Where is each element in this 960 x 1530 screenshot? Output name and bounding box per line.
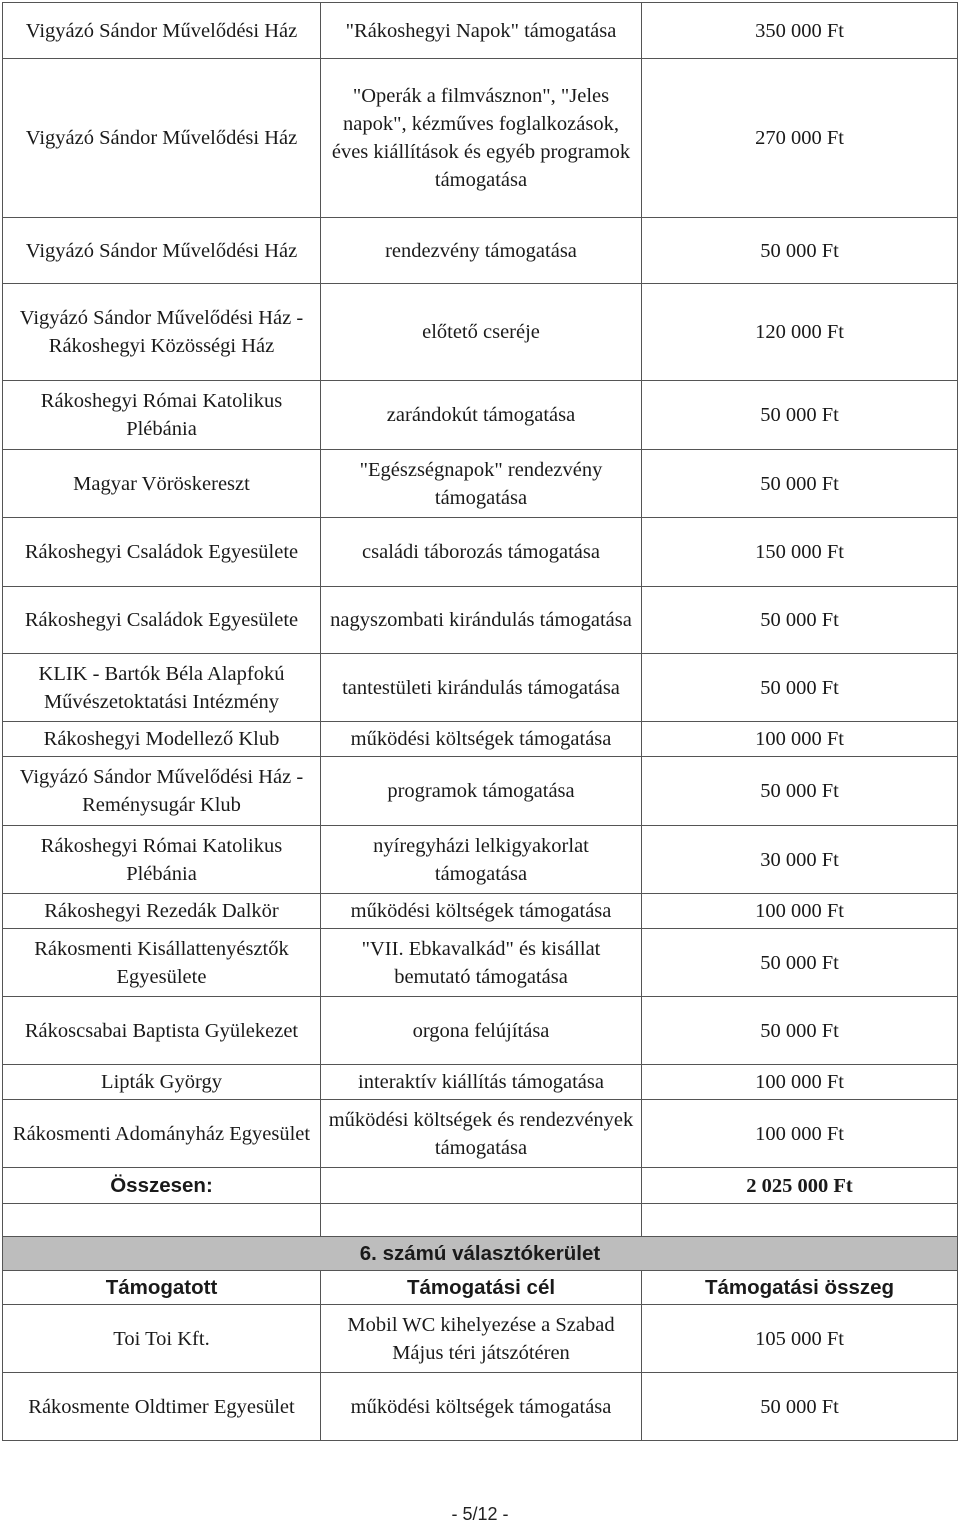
amount-cell: 30 000 Ft <box>642 826 958 894</box>
table-row <box>3 1065 958 1100</box>
purpose-cell: "Operák a filmvásznon", "Jeles napok", kézműves foglalkozások, éves kiállítások és egyéb programok támogatása <box>321 59 642 218</box>
total-label: Összesen: <box>3 1168 321 1204</box>
table-row <box>3 218 958 284</box>
header-amount: Támogatási összeg <box>642 1271 958 1305</box>
spacer-cell <box>321 1204 642 1238</box>
table-row <box>3 757 958 826</box>
purpose-cell: orgona felújítása <box>321 997 642 1065</box>
recipient-cell: Rákosmente Oldtimer Egyesület <box>3 1373 321 1441</box>
purpose-cell: működési költségek és rendezvények támogatása <box>321 1100 642 1168</box>
recipient-cell: Rákoscsabai Baptista Gyülekezet <box>3 997 321 1065</box>
table-row <box>3 929 958 997</box>
amount-cell: 50 000 Ft <box>642 450 958 518</box>
table-row <box>3 1100 958 1168</box>
table-row <box>3 3 958 59</box>
recipient-cell: KLIK - Bartók Béla Alapfokú Művészetoktatási Intézmény <box>3 654 321 722</box>
amount-cell: 50 000 Ft <box>642 1373 958 1441</box>
recipient-cell: Toi Toi Kft. <box>3 1305 321 1373</box>
district-table <box>2 1236 958 1441</box>
purpose-cell: "Rákoshegyi Napok" támogatása <box>321 3 642 59</box>
recipient-cell: Rákoshegyi Római Katolikus Plébánia <box>3 381 321 450</box>
recipient-cell: Vigyázó Sándor Művelődési Ház <box>3 59 321 218</box>
recipient-cell: Vigyázó Sándor Művelődési Ház <box>3 3 321 59</box>
amount-cell: 50 000 Ft <box>642 587 958 654</box>
purpose-cell: "Egészségnapok" rendezvény támogatása <box>321 450 642 518</box>
purpose-cell: interaktív kiállítás támogatása <box>321 1065 642 1100</box>
table-row <box>3 1373 958 1441</box>
purpose-cell: családi táborozás támogatása <box>321 518 642 587</box>
amount-cell: 150 000 Ft <box>642 518 958 587</box>
recipient-cell: Rákoshegyi Családok Egyesülete <box>3 518 321 587</box>
purpose-cell: programok támogatása <box>321 757 642 826</box>
amount-cell: 50 000 Ft <box>642 218 958 284</box>
table-row <box>3 894 958 929</box>
district-title-row <box>3 1237 958 1271</box>
header-recipient: Támogatott <box>3 1271 321 1305</box>
recipient-cell: Rákoshegyi Római Katolikus Plébánia <box>3 826 321 894</box>
amount-cell: 50 000 Ft <box>642 757 958 826</box>
table-row <box>3 654 958 722</box>
table-row <box>3 1305 958 1373</box>
amount-cell: 100 000 Ft <box>642 1065 958 1100</box>
amount-cell: 270 000 Ft <box>642 59 958 218</box>
purpose-cell: működési költségek támogatása <box>321 1373 642 1441</box>
purpose-cell: rendezvény támogatása <box>321 218 642 284</box>
recipient-cell: Lipták György <box>3 1065 321 1100</box>
recipient-cell: Rákoshegyi Rezedák Dalkör <box>3 894 321 929</box>
recipient-cell: Vigyázó Sándor Művelődési Ház <box>3 218 321 284</box>
table-row <box>3 997 958 1065</box>
amount-cell: 50 000 Ft <box>642 997 958 1065</box>
district-header-row <box>3 1271 958 1305</box>
table-row <box>3 587 958 654</box>
recipient-cell: Magyar Vöröskereszt <box>3 450 321 518</box>
amount-cell: 350 000 Ft <box>642 3 958 59</box>
total-row <box>3 1168 958 1204</box>
amount-cell: 100 000 Ft <box>642 1100 958 1168</box>
amount-cell: 120 000 Ft <box>642 284 958 381</box>
purpose-cell: működési költségek támogatása <box>321 722 642 757</box>
grants-table <box>2 2 958 1238</box>
spacer-row <box>3 1204 958 1238</box>
amount-cell: 50 000 Ft <box>642 381 958 450</box>
amount-cell: 50 000 Ft <box>642 654 958 722</box>
amount-cell: 50 000 Ft <box>642 929 958 997</box>
purpose-cell: Mobil WC kihelyezése a Szabad Május téri játszótéren <box>321 1305 642 1373</box>
total-purpose-empty <box>321 1168 642 1204</box>
purpose-cell: előtető cseréje <box>321 284 642 381</box>
table-row <box>3 722 958 757</box>
purpose-cell: működési költségek támogatása <box>321 894 642 929</box>
recipient-cell: Rákoshegyi Modellező Klub <box>3 722 321 757</box>
recipient-cell: Rákoshegyi Családok Egyesülete <box>3 587 321 654</box>
table-row <box>3 59 958 218</box>
amount-cell: 105 000 Ft <box>642 1305 958 1373</box>
purpose-cell: zarándokút támogatása <box>321 381 642 450</box>
recipient-cell: Vigyázó Sándor Művelődési Ház - Rákoshegyi Közösségi Ház <box>3 284 321 381</box>
page-number: - 5/12 - <box>451 1504 509 1524</box>
table-row <box>3 381 958 450</box>
recipient-cell: Vigyázó Sándor Művelődési Ház - Reménysugár Klub <box>3 757 321 826</box>
table-row <box>3 826 958 894</box>
table-row <box>3 518 958 587</box>
table-row <box>3 450 958 518</box>
purpose-cell: tantestületi kirándulás támogatása <box>321 654 642 722</box>
district-title: 6. számú választókerület <box>3 1237 958 1271</box>
table-row <box>3 284 958 381</box>
recipient-cell: Rákosmenti Kisállattenyésztők Egyesülete <box>3 929 321 997</box>
spacer-cell <box>3 1204 321 1238</box>
purpose-cell: nagyszombati kirándulás támogatása <box>321 587 642 654</box>
spacer-cell <box>642 1204 958 1238</box>
purpose-cell: "VII. Ebkavalkád" és kisállat bemutató támogatása <box>321 929 642 997</box>
purpose-cell: nyíregyházi lelkigyakorlat támogatása <box>321 826 642 894</box>
amount-cell: 100 000 Ft <box>642 722 958 757</box>
amount-cell: 100 000 Ft <box>642 894 958 929</box>
recipient-cell: Rákosmenti Adományház Egyesület <box>3 1100 321 1168</box>
header-purpose: Támogatási cél <box>321 1271 642 1305</box>
total-amount: 2 025 000 Ft <box>642 1168 958 1204</box>
